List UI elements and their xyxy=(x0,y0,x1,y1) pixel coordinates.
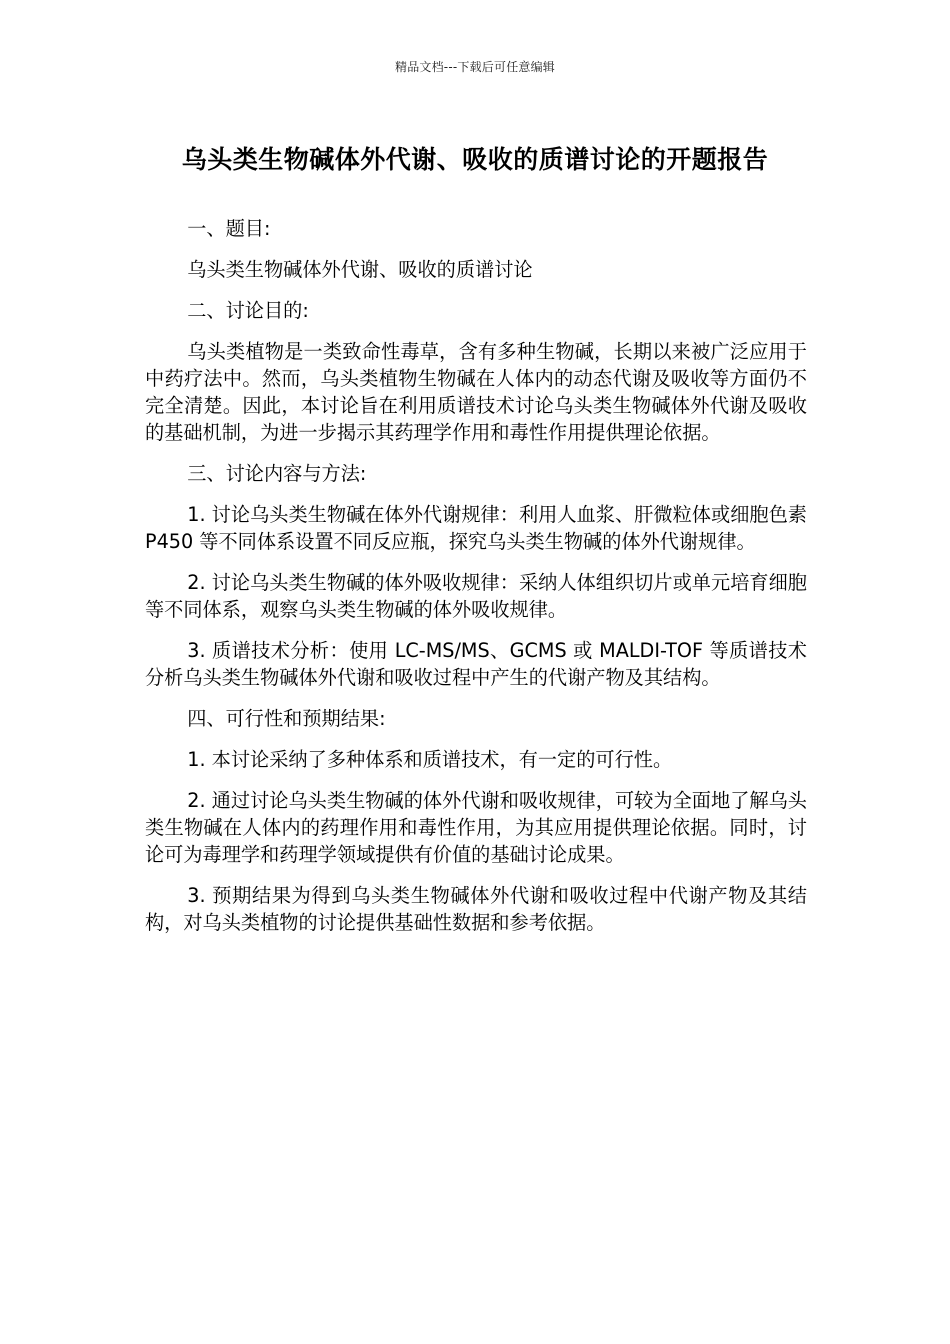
content-item-3: 3. 质谱技术分析：使用 LC-MS/MS、GCMS 或 MALDI-TOF 等质谱技术分析乌头类生物碱体外代谢和吸收过程中产生的代谢产物及其结构。 xyxy=(145,639,807,689)
feasibility-item-2: 2. 通过讨论乌头类生物碱的体外代谢和吸收规律，可较为全面地了解乌头类生物碱在人体内的药理作用和毒性作用，为其应用提供理论依据。同时，讨论可为毒理学和药理学领域提供有价值的基础讨论成果。 xyxy=(145,789,807,866)
section-heading-feasibility: 四、可行性和预期结果: xyxy=(187,707,386,730)
content-item-1: 1. 讨论乌头类生物碱在体外代谢规律：利用人血浆、肝微粒体或细胞色素 P450 等不同体系设置不同反应瓶，探究乌头类生物碱的体外代谢规律。 xyxy=(145,503,807,553)
header-note: 精品文档---下载后可任意编辑 xyxy=(395,60,555,74)
content-item-2: 2. 讨论乌头类生物碱的体外吸收规律：采纳人体组织切片或单元培育细胞等不同体系，观察乌头类生物碱的体外吸收规律。 xyxy=(145,571,807,621)
document-title: 乌头类生物碱体外代谢、吸收的质谱讨论的开题报告 xyxy=(181,145,769,174)
section-heading-topic: 一、题目: xyxy=(187,217,271,240)
topic-text: 乌头类生物碱体外代谢、吸收的质谱讨论 xyxy=(187,258,533,281)
feasibility-item-3: 3. 预期结果为得到乌头类生物碱体外代谢和吸收过程中代谢产物及其结构，对乌头类植物的讨论提供基础性数据和参考依据。 xyxy=(145,884,807,934)
purpose-paragraph: 乌头类植物是一类致命性毒草，含有多种生物碱，长期以来被广泛应用于中药疗法中。然而，乌头类植物生物碱在人体内的动态代谢及吸收等方面仍不完全清楚。因此，本讨论旨在利用质谱技术讨论乌头类生物碱体外代谢及吸收的基础机制，为进一步揭示其药理学作用和毒性作用提供理论依据。 xyxy=(145,340,807,444)
section-heading-purpose: 二、讨论目的: xyxy=(187,299,309,322)
feasibility-item-1: 1. 本讨论采纳了多种体系和质谱技术，有一定的可行性。 xyxy=(187,748,673,771)
section-heading-content-method: 三、讨论内容与方法: xyxy=(187,462,367,485)
document-body xyxy=(145,215,807,950)
